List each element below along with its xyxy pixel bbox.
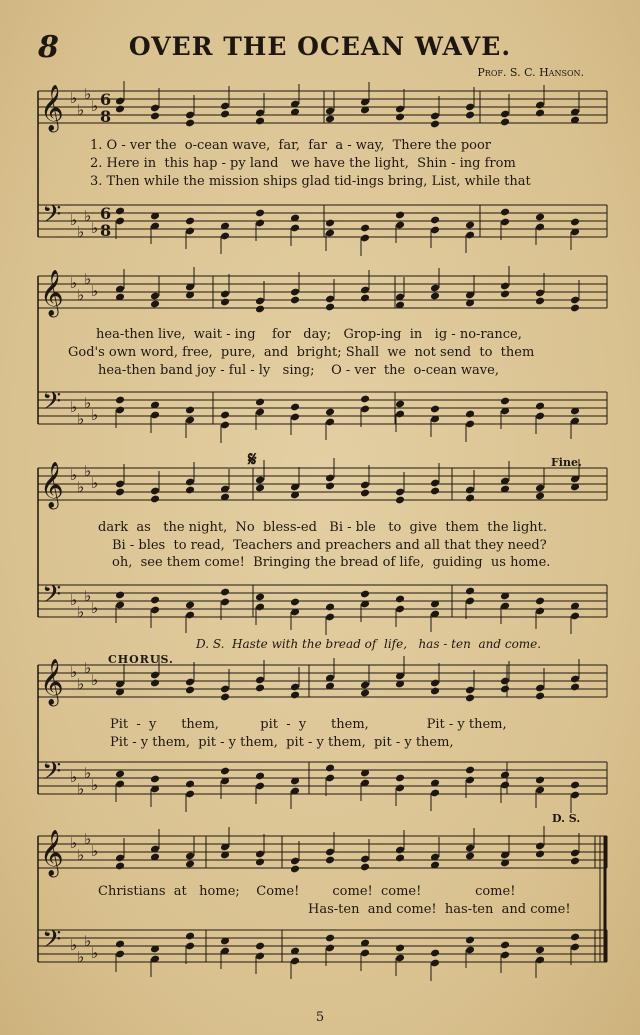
hymn-number: 8	[38, 30, 59, 65]
hymn-title: OVER THE OCEAN WAVE.	[128, 32, 512, 61]
flat-sign-icon: ♭	[84, 587, 92, 605]
page-number: 5	[315, 1010, 325, 1025]
notehead	[185, 780, 195, 789]
notehead	[255, 942, 265, 951]
notehead	[465, 766, 475, 775]
flat-sign-icon: ♭	[70, 274, 78, 292]
flat-sign-icon: ♭	[77, 603, 85, 621]
ds-mark: D. S.	[552, 812, 581, 825]
notehead	[325, 482, 335, 491]
notehead	[360, 590, 370, 599]
composer-credit: Prof. S. C. Hanson.	[477, 66, 584, 79]
flat-sign-icon: ♭	[77, 286, 85, 304]
system1-verse1: 1. O - ver the o-cean wave, far, far a - way, There the poor	[90, 138, 492, 153]
notehead	[255, 772, 265, 781]
flat-sign-icon: ♭	[77, 223, 85, 241]
flat-sign-icon: ♭	[70, 663, 78, 681]
system3-verse1: dark as the night, No bless-ed Bi - ble to give them the light.	[98, 520, 548, 535]
notehead	[255, 305, 265, 314]
chorus-line1: Pit - y them, pit - y them, Pit - y them,	[110, 717, 507, 732]
notehead	[430, 949, 440, 958]
bass-clef-icon: 𝄢	[42, 387, 62, 422]
notehead	[115, 862, 125, 871]
notehead	[115, 488, 125, 497]
flat-sign-icon: ♭	[70, 591, 78, 609]
notehead	[430, 216, 440, 225]
notehead	[395, 774, 405, 783]
segno-icon: 𝄋	[248, 447, 257, 471]
notehead	[115, 396, 125, 405]
system1-verse3: 3. Then while the mission ships glad tid-ings bring, List, while that	[90, 174, 531, 189]
time-signature-bottom: 8	[100, 107, 112, 126]
notehead	[465, 936, 475, 945]
notehead	[465, 221, 475, 230]
system1-verse2: 2. Here in this hap - py land we have the light, Shin - ing from	[90, 156, 516, 171]
flat-sign-icon: ♭	[70, 466, 78, 484]
notehead	[465, 587, 475, 596]
flat-sign-icon: ♭	[91, 219, 99, 237]
notehead	[115, 207, 125, 216]
notehead	[430, 292, 440, 301]
notehead	[255, 593, 265, 602]
notehead	[150, 300, 160, 309]
notehead	[150, 679, 160, 688]
notehead	[220, 693, 230, 702]
treble-clef-icon: 𝄞	[40, 659, 64, 705]
notehead	[570, 857, 580, 866]
notehead	[115, 940, 125, 949]
flat-sign-icon: ♭	[91, 842, 99, 860]
notehead	[150, 775, 160, 784]
notehead	[115, 105, 125, 114]
notehead	[395, 854, 405, 863]
flat-sign-icon: ♭	[91, 944, 99, 962]
bass-clef-icon: 𝄢	[42, 580, 62, 615]
flat-sign-icon: ♭	[77, 410, 85, 428]
notehead	[185, 119, 195, 128]
notehead	[570, 218, 580, 227]
notehead	[360, 395, 370, 404]
notehead	[185, 601, 195, 610]
notehead	[535, 213, 545, 222]
flat-sign-icon: ♭	[77, 478, 85, 496]
flat-sign-icon: ♭	[84, 830, 92, 848]
flat-sign-icon: ♭	[70, 211, 78, 229]
flat-sign-icon: ♭	[84, 932, 92, 950]
flat-sign-icon: ♭	[91, 671, 99, 689]
treble-clef-icon: 𝄞	[40, 462, 64, 508]
flat-sign-icon: ♭	[84, 764, 92, 782]
notehead	[255, 209, 265, 218]
notehead	[255, 484, 265, 493]
bass-clef-icon: 𝄢	[42, 925, 62, 960]
notehead	[360, 689, 370, 698]
fine-mark: Fine.	[551, 456, 582, 469]
notehead	[535, 297, 545, 306]
notehead	[325, 603, 335, 612]
notehead	[395, 400, 405, 409]
flat-sign-icon: ♭	[84, 394, 92, 412]
notehead	[465, 494, 475, 503]
notehead	[535, 402, 545, 411]
flat-sign-icon: ♭	[91, 776, 99, 794]
flat-sign-icon: ♭	[70, 834, 78, 852]
notehead	[535, 946, 545, 955]
treble-clef-icon: 𝄞	[40, 270, 64, 316]
notehead	[325, 303, 335, 312]
flat-sign-icon: ♭	[70, 89, 78, 107]
ds-lyric-line: D. S. Haste with the bread of life, has - ten and come.	[196, 637, 542, 651]
notehead	[220, 767, 230, 776]
notehead	[535, 109, 545, 118]
notehead	[535, 692, 545, 701]
notehead	[150, 112, 160, 121]
notehead	[325, 408, 335, 417]
notehead	[220, 110, 230, 119]
notehead	[185, 217, 195, 226]
notehead	[500, 118, 510, 127]
notehead	[185, 406, 195, 415]
notehead	[255, 117, 265, 126]
notehead	[465, 852, 475, 861]
notehead	[500, 941, 510, 950]
flat-sign-icon: ♭	[91, 474, 99, 492]
notehead	[360, 863, 370, 872]
notehead	[430, 687, 440, 696]
notehead	[500, 685, 510, 694]
chorus-line2: Pit - y them, pit - y them, pit - y them, pit - y them,	[110, 735, 454, 750]
flat-sign-icon: ♭	[77, 846, 85, 864]
notehead	[395, 595, 405, 604]
notehead	[255, 858, 265, 867]
flat-sign-icon: ♭	[70, 768, 78, 786]
notehead	[570, 781, 580, 790]
notehead	[535, 776, 545, 785]
bass-clef-icon: 𝄢	[42, 200, 62, 235]
notehead	[360, 224, 370, 233]
notehead	[465, 410, 475, 419]
notehead	[535, 492, 545, 501]
treble-clef-icon: 𝄞	[40, 85, 64, 131]
notehead	[500, 290, 510, 299]
notehead	[115, 591, 125, 600]
notehead	[325, 934, 335, 943]
notehead	[255, 684, 265, 693]
notehead	[290, 296, 300, 305]
notehead	[185, 486, 195, 495]
chorus-label: CHORUS.	[108, 653, 174, 666]
treble-clef-icon: 𝄞	[40, 830, 64, 876]
time-signature-bottom: 8	[100, 221, 112, 240]
system3-verse2: Bi - bles to read, Teachers and preachers and all that they need?	[112, 538, 547, 553]
notehead	[255, 398, 265, 407]
flat-sign-icon: ♭	[70, 398, 78, 416]
notehead	[395, 211, 405, 220]
notehead	[325, 115, 335, 124]
flat-sign-icon: ♭	[91, 599, 99, 617]
system2-verse3: hea-then band joy - ful - ly sing; O - ver the o-cean wave,	[98, 363, 499, 378]
notehead	[395, 113, 405, 122]
notehead	[465, 694, 475, 703]
flat-sign-icon: ♭	[91, 97, 99, 115]
flat-sign-icon: ♭	[84, 462, 92, 480]
time-signature-top: 6	[100, 90, 112, 109]
notehead	[430, 120, 440, 129]
notehead	[290, 598, 300, 607]
notehead	[290, 691, 300, 700]
system2-verse1: hea-then live, wait - ing for day; Grop-ing in ig - no-rance,	[96, 327, 522, 342]
system5-line1: Christians at home; Come! come! come! come!	[98, 884, 516, 899]
flat-sign-icon: ♭	[91, 406, 99, 424]
notehead	[150, 596, 160, 605]
notehead	[220, 588, 230, 597]
notehead	[290, 403, 300, 412]
notehead	[465, 111, 475, 120]
notehead	[290, 865, 300, 874]
notehead	[325, 856, 335, 865]
flat-sign-icon: ♭	[84, 207, 92, 225]
notehead	[325, 219, 335, 228]
notehead	[360, 294, 370, 303]
flat-sign-icon: ♭	[77, 948, 85, 966]
notehead	[325, 764, 335, 773]
notehead	[360, 489, 370, 498]
notehead	[570, 304, 580, 313]
system3-verse3: oh, see them come! Bringing the bread of life, guiding us home.	[112, 555, 551, 570]
flat-sign-icon: ♭	[77, 675, 85, 693]
notehead	[570, 933, 580, 942]
notehead	[500, 208, 510, 217]
flat-sign-icon: ♭	[84, 659, 92, 677]
notehead	[220, 411, 230, 420]
notehead	[395, 496, 405, 505]
notehead	[150, 495, 160, 504]
notehead	[430, 405, 440, 414]
notehead	[115, 770, 125, 779]
notehead	[535, 597, 545, 606]
notehead	[430, 487, 440, 496]
system2-verse2: God's own word, free, pure, and bright; Shall we not send to them	[68, 345, 535, 360]
notehead	[185, 932, 195, 941]
notehead	[220, 298, 230, 307]
notehead	[500, 397, 510, 406]
notehead	[185, 686, 195, 695]
notehead	[535, 850, 545, 859]
notehead	[570, 683, 580, 692]
notehead	[185, 860, 195, 869]
time-signature-top: 6	[100, 204, 112, 223]
flat-sign-icon: ♭	[84, 85, 92, 103]
flat-sign-icon: ♭	[77, 780, 85, 798]
flat-sign-icon: ♭	[84, 270, 92, 288]
system5-line2: Has-ten and come! has-ten and come!	[308, 902, 571, 917]
flat-sign-icon: ♭	[77, 101, 85, 119]
flat-sign-icon: ♭	[91, 282, 99, 300]
notehead	[395, 944, 405, 953]
flat-sign-icon: ♭	[70, 936, 78, 954]
bass-clef-icon: 𝄢	[42, 757, 62, 792]
